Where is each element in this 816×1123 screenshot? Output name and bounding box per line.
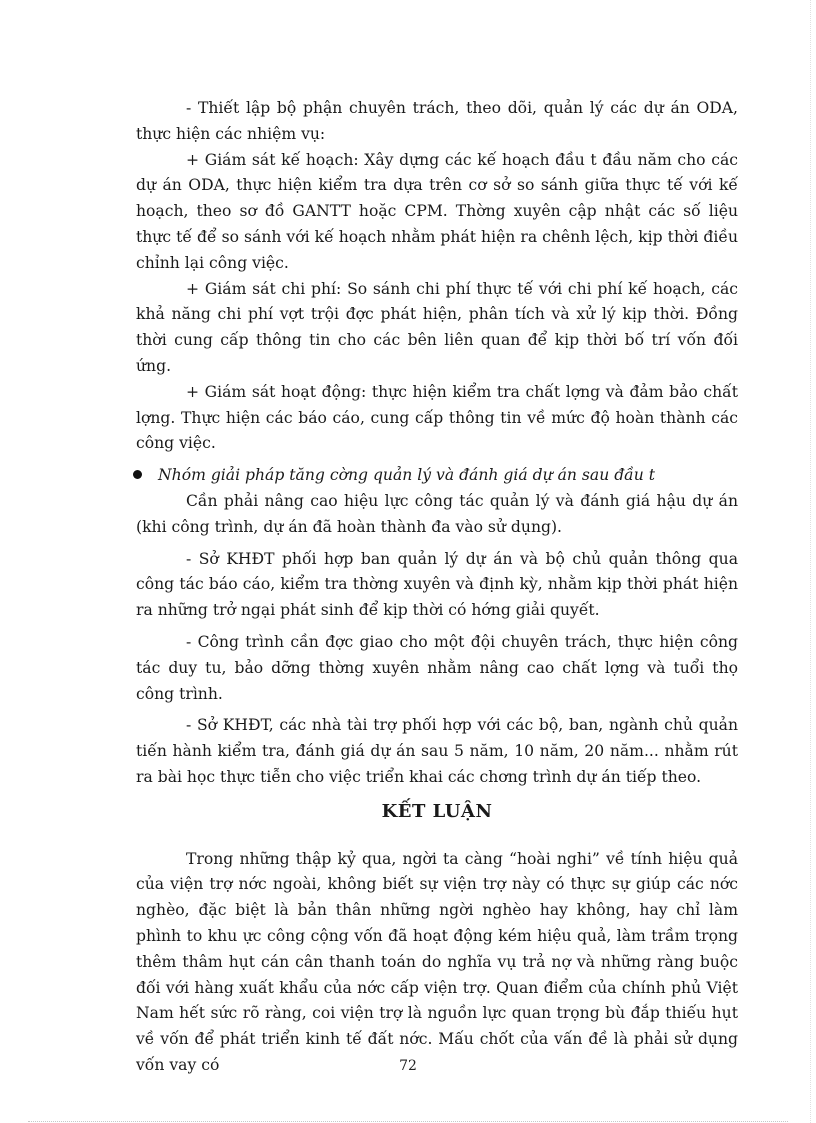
paragraph-setup-unit: - Thiết lập bộ phận chuyên trách, theo dõi, quản lý các dự án ODA, thực hiện các nhiệm vụ: bbox=[136, 99, 738, 143]
section-heading-text: Nhóm giải pháp tăng cờng quản lý và đánh giá dự án sau đầu t bbox=[158, 466, 656, 485]
conclusion-heading: KẾT LUẬN bbox=[381, 800, 493, 822]
paragraph-cost-monitoring: + Giám sát chi phí: So sánh chi phí thực tế với chi phí kế hoạch, các khả năng chi phí vợt trội đợc phát hiện, phân tích và xử lý kịp thời. Đồng thời cung cấp thông tin cho các bên liên quan để kịp thời bố trí vốn đối ứng. bbox=[136, 279, 738, 375]
body-text bbox=[136, 96, 738, 1079]
paragraph-post-project-intro: Cần phải nâng cao hiệu lực công tác quản lý và đánh giá hậu dự án (khi công trình, dự án đã hoàn thành đa vào sử dụng). bbox=[136, 491, 738, 536]
page-number: 72 bbox=[399, 1058, 417, 1074]
paragraph-periodic-evaluation: - Sở KHĐT, các nhà tài trợ phối hợp với các bộ, ban, ngành chủ quản tiến hành kiểm tra, đánh giá dự án sau 5 năm, 10 năm, 20 năm... nhằm rút ra bài học thực tiễn cho việc triển khai các chơng trình dự án tiếp theo. bbox=[136, 716, 738, 786]
page-edge-right bbox=[810, 0, 811, 1123]
paragraph-khdt-coordination: - Sở KHĐT phối hợp ban quản lý dự án và bộ chủ quản thông qua công tác báo cáo, kiểm tra thờng xuyên và định kỳ, nhằm kịp thời phát hiện ra những trở ngại phát sinh để kịp thời có hớng giải quyết. bbox=[136, 549, 738, 620]
page-edge-bottom bbox=[28, 1121, 788, 1122]
paragraph-maintenance-team: - Công trình cần đợc giao cho một đội chuyên trách, thực hiện công tác duy tu, bảo dỡng thờng xuyên nhằm nâng cao chất lợng và tuổi thọ công trình. bbox=[136, 632, 738, 703]
paragraph-activity-monitoring: + Giám sát hoạt động: thực hiện kiểm tra chất lợng và đảm bảo chất lợng. Thực hiện các báo cáo, cung cấp thông tin về mức độ hoàn thành các công việc. bbox=[136, 382, 738, 453]
paragraph-conclusion: Trong những thập kỷ qua, ngời ta càng “hoài nghi” về tính hiệu quả của viện trợ nớc ngoài, không biết sự viện trợ này có thực sự giúp các nớc nghèo, đặc biệt là bản thân những ngời nghèo hay không, hay chỉ làm phình to khu ực công cộng vốn đã hoạt động kém hiệu quả, làm trầm trọng thêm thâm hụt cán cân thanh toán do nghĩa vụ trả nợ và những ràng buộc đối với hàng xuất khẩu của nớc cấp viện trợ. Quan điểm của chính phủ Việt Nam hết sức rõ ràng, coi viện trợ là nguồn lực quan trọng bù đắp thiếu hụt về vốn để phát triển kinh tế đất nớc. Mấu chốt của vấn đề là phải sử dụng vốn vay có bbox=[136, 849, 738, 1074]
section-heading-post-investment bbox=[136, 463, 738, 489]
paragraph-plan-monitoring: + Giám sát kế hoạch: Xây dựng các kế hoạch đầu t đầu năm cho các dự án ODA, thực hiện kiểm tra dựa trên cơ sở so sánh giữa thực tế với kế hoạch, theo sơ đồ GANTT hoặc CPM. Thờng xuyên cập nhật các số liệu thực tế để so sánh với kế hoạch nhằm phát hiện ra chênh lệch, kịp thời điều chỉnh lại công việc. bbox=[136, 150, 738, 272]
